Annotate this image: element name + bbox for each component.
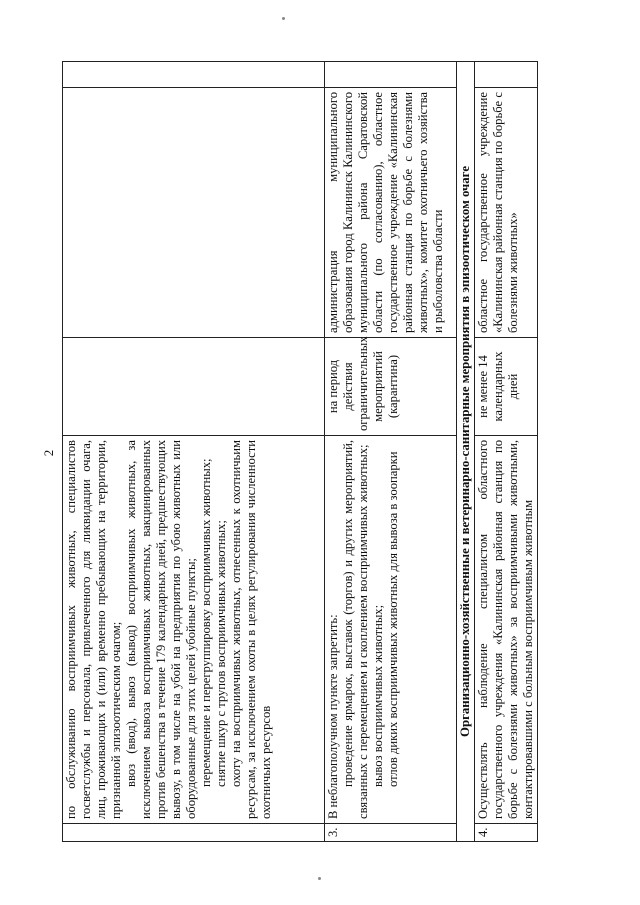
cell-action bbox=[475, 436, 538, 824]
paragraph: проведение ярмарок, выставок (торгов) и других мероприятий, связанных с перемещением и скоплением восприимчивых животных; bbox=[341, 440, 370, 819]
table-row-3 bbox=[325, 62, 457, 842]
cell-extra bbox=[63, 62, 325, 88]
paragraph: перемещение и перегруппировку восприимчивых животных; bbox=[199, 458, 213, 787]
page-number: 2 bbox=[41, 449, 56, 457]
cell-responsible bbox=[325, 88, 457, 338]
paragraph: снятие шкур с трупов восприимчивых животных; bbox=[214, 520, 228, 787]
cell-extra bbox=[475, 62, 538, 88]
cell-responsible bbox=[63, 88, 325, 338]
cell-action bbox=[63, 436, 325, 824]
cell-extra bbox=[325, 62, 457, 88]
scan-dot bbox=[282, 17, 285, 20]
table-row-continuation bbox=[63, 62, 325, 842]
section-heading: Организационно-хозяйственные и ветеринарно-санитарные мероприятия в эпизоотическом очаге bbox=[457, 62, 475, 842]
cell-num bbox=[63, 824, 325, 842]
cell-responsible bbox=[475, 88, 538, 338]
rotated-document bbox=[62, 62, 535, 842]
row-number: 3. bbox=[325, 824, 457, 842]
cell-term bbox=[63, 338, 325, 436]
section-heading-row bbox=[457, 62, 475, 842]
paragraph: Осуществлять наблюдение специалистом областного государственного учреждения «Калининская районная станция по борьбе с болезнями животных» за восприимчивыми животными, контактировавшими с больным восприимчивым животным bbox=[476, 440, 535, 819]
paragraph: администрация муниципального образования город Калининск Калининского муниципального района Саратовской области (по согласованию), областное государственное учреждение «Калининская районная станция по борьбе с болезнями животных», комитет охотничьего хозяйства и рыболовства области bbox=[326, 92, 445, 333]
table-row-4 bbox=[475, 62, 538, 842]
measures-table bbox=[62, 61, 538, 842]
paragraph: по обслуживанию восприимчивых животных, специалистов госветслужбы и персонала, привлеченного для ликвидации очага, лиц, проживающих и (или) временно пребывающих на территории, признанной эпизоотическим очагом; bbox=[64, 440, 123, 819]
paragraph: В неблагополучном пункте запретить: bbox=[326, 614, 340, 819]
row-number: 4. bbox=[475, 824, 538, 842]
paragraph: вывоз восприимчивых животных; bbox=[371, 604, 385, 787]
cell-term: не менее 14 календарных дней bbox=[475, 338, 538, 436]
scan-dot bbox=[318, 877, 321, 880]
paragraph: охоту на восприимчивых животных, отнесенных к охотничьим ресурсам, за исключением охоты в целях регулирования численности охотничьих ресурсов bbox=[229, 440, 273, 819]
paragraph: отлов диких восприимчивых животных для вывоза в зоопарки bbox=[386, 451, 400, 787]
paragraph: ввоз (ввод), вывоз (вывод) восприимчивых животных, за исключением вывоза восприимчивых животных, вакцинированных против бешенства в течение 179 календарных дней, предшествующих вывозу, в том числе на убой на предприятия по убою животных или оборудованные для этих целей убойные пункты; bbox=[124, 440, 198, 819]
cell-action bbox=[325, 436, 457, 824]
cell-term: на период действия ограничительных мероприятий (карантина) bbox=[325, 338, 457, 436]
paragraph: областное государственное учреждение «Калининская районная станция по борьбе с болезнями животных» bbox=[476, 92, 520, 333]
